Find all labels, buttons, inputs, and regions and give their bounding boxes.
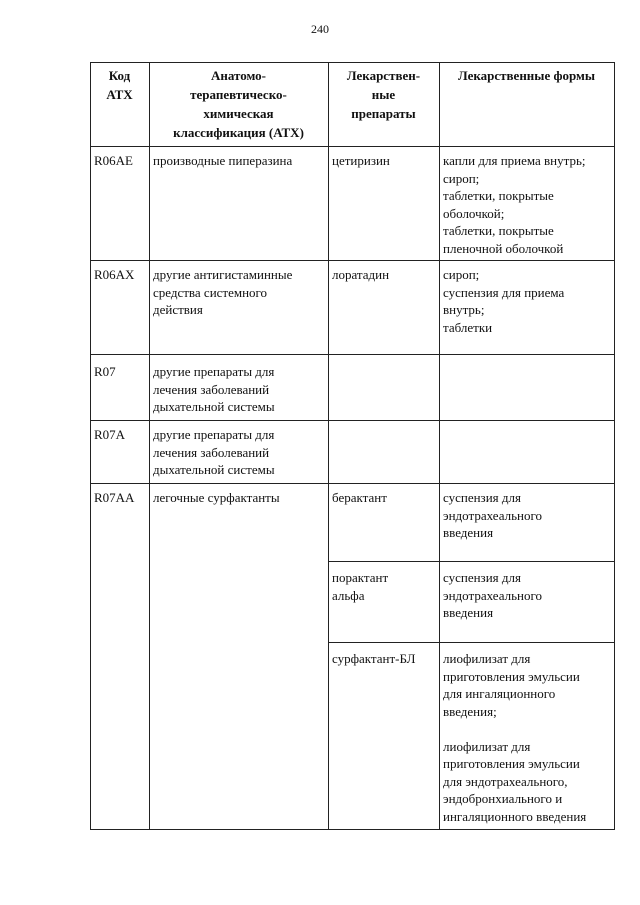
- atc-table: [90, 62, 615, 830]
- cell-forms: суспензия для эндотрахеального введения: [443, 490, 542, 540]
- header-forms: Лекарственные формы: [457, 68, 596, 83]
- cell-classification: производные пиперазина: [153, 153, 293, 168]
- table-border-right: [614, 62, 615, 830]
- cell-forms: сироп; суспензия для приема внутрь; таблетки: [443, 267, 565, 335]
- cell-classification: другие препараты для лечения заболеваний дыхательной системы: [153, 427, 275, 477]
- header-divider: [90, 146, 615, 147]
- cell-drug: цетиризин: [332, 153, 390, 168]
- table-border-top: [90, 62, 615, 63]
- cell-forms: суспензия для эндотрахеального введения: [443, 570, 542, 620]
- cell-code: R07AA: [94, 490, 135, 505]
- page-number: 240: [311, 22, 329, 36]
- cell-code: R06AE: [94, 153, 133, 168]
- header-drugs: Лекарствен- ные препараты: [346, 68, 421, 121]
- subrow-divider: [328, 642, 615, 643]
- cell-drug: сурфактант-БЛ: [332, 651, 416, 666]
- column-divider: [328, 62, 329, 830]
- header-code: Код АТХ: [106, 68, 133, 102]
- table-border-left: [90, 62, 91, 830]
- cell-drug: порактант альфа: [332, 570, 389, 603]
- table-border-bottom: [90, 829, 615, 830]
- column-divider: [149, 62, 150, 830]
- cell-code: R07A: [94, 427, 126, 442]
- header-classification: Анатомо- терапевтическо- химическая классификация (АТХ): [173, 68, 304, 140]
- cell-forms: лиофилизат для приготовления эмульсии для ингаляционного введения; лиофилизат для приготовления эмульсии для эндотрахеального, эндобронхиального и ингаляционного введения: [443, 651, 587, 824]
- cell-forms: капли для приема внутрь; сироп; таблетки, покрытые оболочкой; таблетки, покрытые пленочной оболочкой: [443, 153, 586, 256]
- row-divider: [90, 483, 615, 484]
- column-divider: [439, 62, 440, 830]
- cell-drug: берактант: [332, 490, 387, 505]
- cell-drug: лоратадин: [332, 267, 390, 282]
- subrow-divider: [328, 561, 615, 562]
- cell-code: R06AX: [94, 267, 135, 282]
- cell-classification: другие антигистаминные средства системного действия: [153, 267, 293, 317]
- row-divider: [90, 260, 615, 261]
- cell-classification: другие препараты для лечения заболеваний дыхательной системы: [153, 364, 275, 414]
- cell-code: R07: [94, 364, 116, 379]
- row-divider: [90, 420, 615, 421]
- cell-classification: легочные сурфактанты: [153, 490, 280, 505]
- row-divider: [90, 354, 615, 355]
